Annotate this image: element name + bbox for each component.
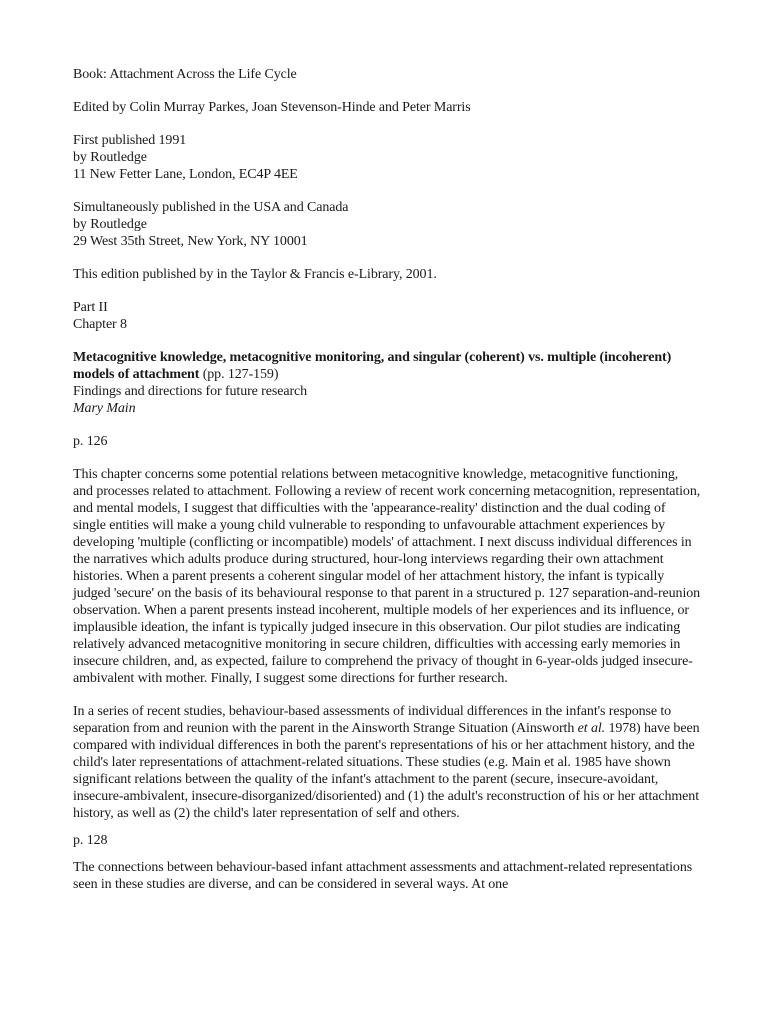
page-marker-128: p. 128: [73, 833, 108, 848]
chapter-pages: (pp. 127-159): [199, 367, 279, 382]
abstract-paragraph: This chapter concerns some potential relations between metacognitive knowledge, metacognitive functioning, and processes related to attachment. Following a review of recent work concerning metacognition, representation, and mental models, I suggest that difficulties with the 'appearance-reality' distinction and the dual coding of single entities will make a young child vulnerable to responding to unfavourable attachment experiences by developing 'multiple (conflicting or incompatible) models' of attachment. I next discuss individual differences in the narratives which adults produce during structured, hour-long interviews regarding their own attachment histories. When a parent presents a coherent singular model of her attachment history, the infant is typically judged 'secure' on the basis of its behavioural response to that parent in a structured p. 127 separation-and-reunion observation. When a parent presents instead incoherent, multiple models of her experiences and its influence, or implausible ideation, the infant is typically judged insecure in this observation. Our pilot studies are indicating relatively advanced metacognitive monitoring in secure children, difficulties with accessing early memories in insecure children, and, as expected, failure to comprehend the privacy of thought in 6-year-olds judged insecure-ambivalent with mother. Finally, I suggest some directions for further research.: [73, 467, 701, 686]
edition-note: This edition published by in the Taylor & Francis e-Library, 2001.: [73, 267, 437, 282]
book-title: Book: Attachment Across the Life Cycle: [73, 67, 297, 82]
document-page: [73, 66, 701, 909]
paragraph-2-part-b: 1978) have been compared with individual differences in both the parent's representations of his or her attachment history, and the child's later representations of attachment-related situations. These studies (e.g. Main et al. 1985 have shown significant relations between the quality of the infant's attachment to the parent (secure, insecure-avoidant, insecure-ambivalent, insecure-disorganized/disoriented) and (1) the adult's reconstruction of his or her attachment history, as well as (2) the child's later representation of self and others.: [73, 721, 700, 821]
chapter-subtitle: Findings and directions for future research: [73, 384, 308, 399]
chapter-title: [73, 349, 701, 383]
us-publication-block: [73, 199, 701, 250]
paragraph-2-etal: et al.: [577, 721, 606, 736]
first-publication-block: [73, 132, 701, 183]
chapter-label: Chapter 8: [73, 317, 127, 332]
paragraph-2-part-a: In a series of recent studies, behaviour-based assessments of individual differences in the infant's response to separation from and reunion with the parent in the Ainsworth Strange Situation (Ainsworth: [73, 704, 672, 736]
publisher-address: 11 New Fetter Lane, London, EC4P 4EE: [73, 167, 298, 182]
publisher-by: by Routledge: [73, 150, 147, 165]
chapter-title-bold: Metacognitive knowledge, metacognitive monitoring, and singular (coherent) vs. multiple (incoherent) models of attachment: [73, 350, 672, 382]
chapter-location: [73, 299, 701, 333]
first-published: First published 1991: [73, 133, 187, 148]
part-label: Part II: [73, 300, 108, 315]
page-marker-126: p. 126: [73, 434, 108, 449]
chapter-title-block: [73, 349, 701, 417]
paragraph-3: The connections between behaviour-based infant attachment assessments and attachment-related representations seen in these studies are diverse, and can be considered in several ways. At one: [73, 860, 693, 892]
us-publisher-address: 29 West 35th Street, New York, NY 10001: [73, 234, 308, 249]
us-publisher-by: by Routledge: [73, 217, 147, 232]
editors-line: Edited by Colin Murray Parkes, Joan Stevenson-Hinde and Peter Marris: [73, 100, 471, 115]
chapter-author: Mary Main: [73, 401, 136, 416]
simultaneous-publication: Simultaneously published in the USA and Canada: [73, 200, 349, 215]
paragraph-2: [73, 703, 701, 822]
